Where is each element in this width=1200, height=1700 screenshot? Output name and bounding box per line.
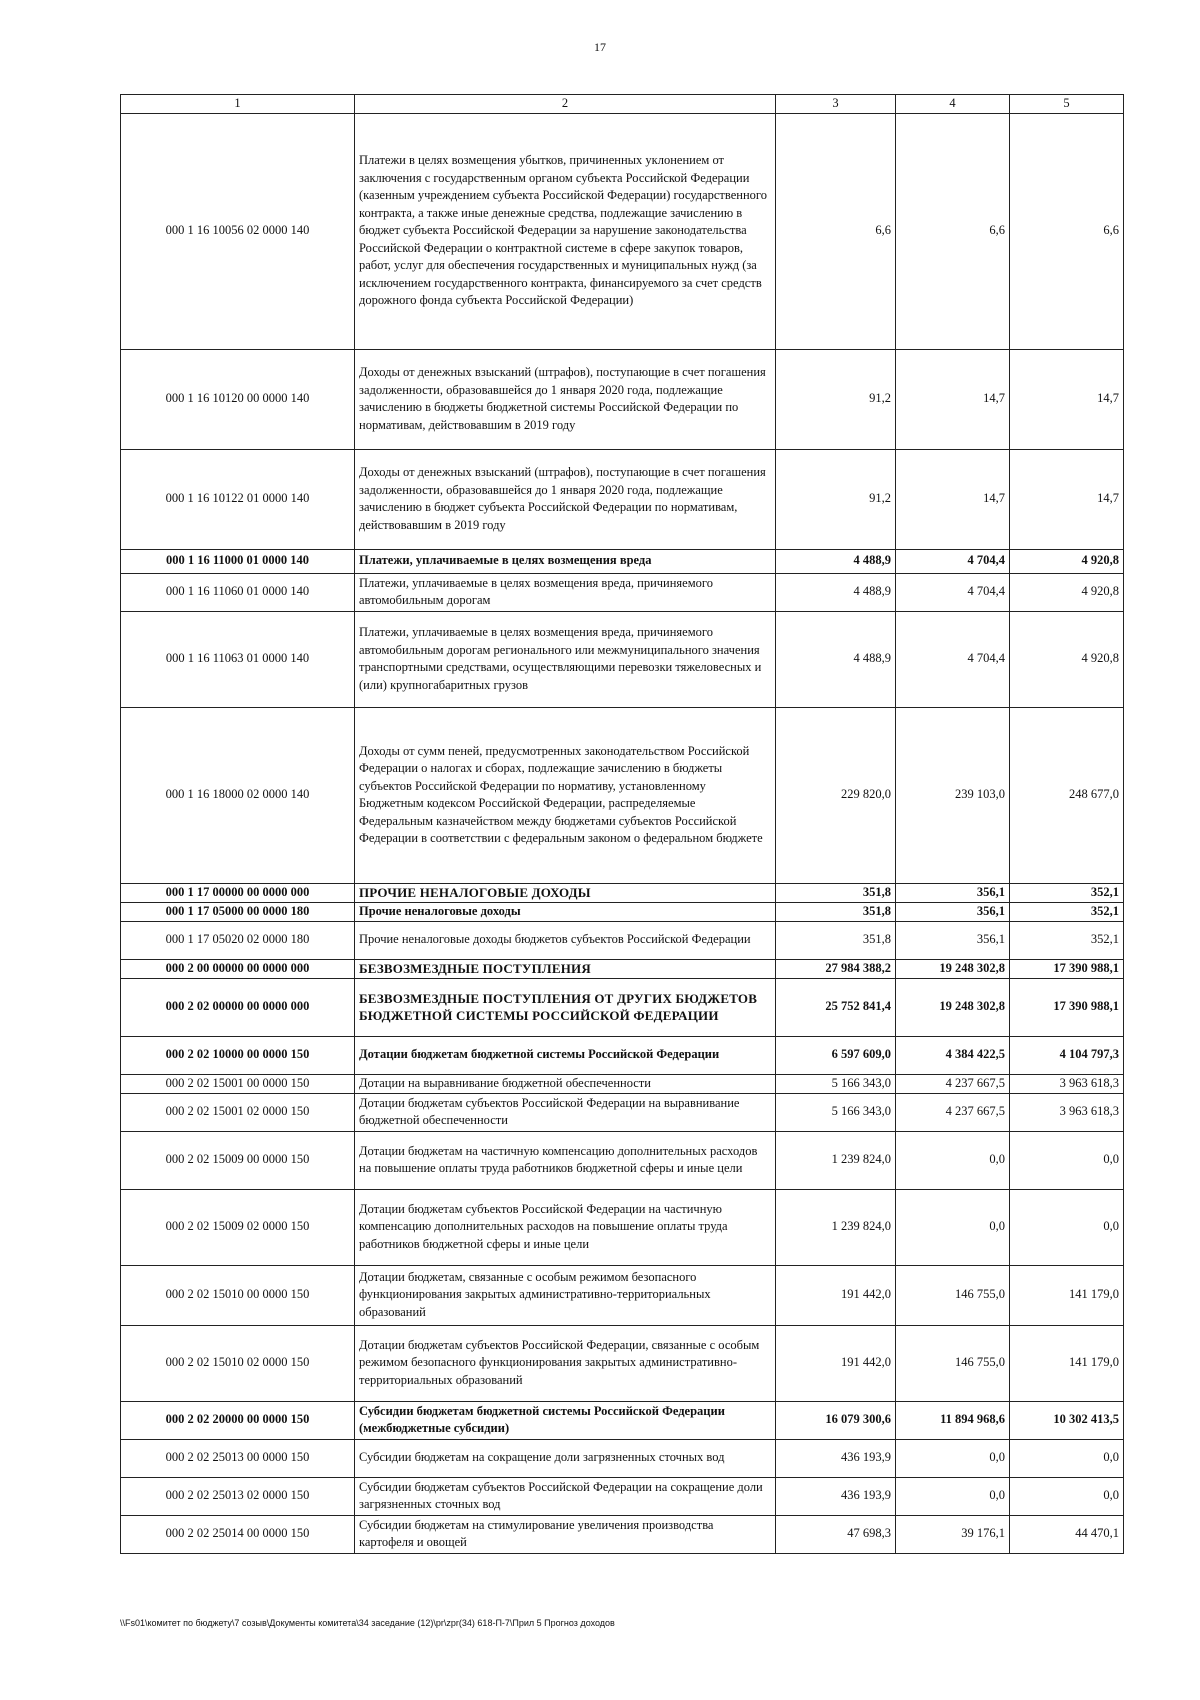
value-2023-cell: 6,6 — [1010, 113, 1124, 349]
table-row — [121, 959, 1124, 978]
value-2022-cell: 19 248 302,8 — [896, 959, 1010, 978]
column-header: 5 — [1010, 95, 1124, 114]
table-row — [121, 1477, 1124, 1515]
value-2021-cell: 91,2 — [776, 449, 896, 549]
revenue-name-cell: Дотации бюджетам субъектов Российской Федерации, связанные с особым режимом безопасного функционирования закрытых административно-территориальных образований — [355, 1325, 776, 1401]
budget-code-cell: 000 2 02 25013 02 0000 150 — [121, 1477, 355, 1515]
value-2022-cell: 4 237 667,5 — [896, 1093, 1010, 1131]
value-2021-cell: 16 079 300,6 — [776, 1401, 896, 1439]
value-2023-cell: 0,0 — [1010, 1131, 1124, 1189]
value-2022-cell: 39 176,1 — [896, 1515, 1010, 1553]
revenue-name-cell: Дотации бюджетам, связанные с особым режимом безопасного функционирования закрытых административно-территориальных образований — [355, 1265, 776, 1325]
value-2021-cell: 6,6 — [776, 113, 896, 349]
revenue-name-cell: Платежи, уплачиваемые в целях возмещения вреда, причиняемого автомобильным дорогам — [355, 573, 776, 611]
value-2023-cell: 3 963 618,3 — [1010, 1074, 1124, 1093]
table-row — [121, 902, 1124, 921]
budget-code-cell: 000 2 02 25014 00 0000 150 — [121, 1515, 355, 1553]
column-number-header-row — [121, 95, 1124, 114]
table-row — [121, 1093, 1124, 1131]
value-2023-cell: 141 179,0 — [1010, 1265, 1124, 1325]
budget-code-cell: 000 1 16 10056 02 0000 140 — [121, 113, 355, 349]
value-2023-cell: 14,7 — [1010, 449, 1124, 549]
budget-code-cell: 000 1 17 05000 00 0000 180 — [121, 902, 355, 921]
value-2022-cell: 0,0 — [896, 1189, 1010, 1265]
table-row — [121, 1074, 1124, 1093]
table-row — [121, 1515, 1124, 1553]
value-2022-cell: 4 704,4 — [896, 573, 1010, 611]
table-row — [121, 1325, 1124, 1401]
revenue-name-cell: Прочие неналоговые доходы бюджетов субъектов Российской Федерации — [355, 921, 776, 959]
revenue-name-cell: Доходы от денежных взысканий (штрафов), поступающие в счет погашения задолженности, образовавшейся до 1 января 2020 года, подлежащие зачислению в бюджеты бюджетной системы Российской Федерации по нормативам, действовавшим в 2019 году — [355, 349, 776, 449]
revenue-name-cell: Платежи, уплачиваемые в целях возмещения вреда — [355, 549, 776, 573]
value-2023-cell: 4 920,8 — [1010, 573, 1124, 611]
value-2021-cell: 4 488,9 — [776, 611, 896, 707]
value-2023-cell: 14,7 — [1010, 349, 1124, 449]
budget-code-cell: 000 2 02 15009 02 0000 150 — [121, 1189, 355, 1265]
value-2021-cell: 27 984 388,2 — [776, 959, 896, 978]
value-2022-cell: 239 103,0 — [896, 707, 1010, 883]
value-2021-cell: 351,8 — [776, 883, 896, 902]
value-2023-cell: 3 963 618,3 — [1010, 1093, 1124, 1131]
table-row — [121, 1131, 1124, 1189]
table-row — [121, 349, 1124, 449]
table-row — [121, 113, 1124, 349]
table-row — [121, 1401, 1124, 1439]
value-2023-cell: 141 179,0 — [1010, 1325, 1124, 1401]
value-2021-cell: 6 597 609,0 — [776, 1036, 896, 1074]
value-2021-cell: 1 239 824,0 — [776, 1131, 896, 1189]
value-2022-cell: 356,1 — [896, 921, 1010, 959]
revenue-name-cell: ПРОЧИЕ НЕНАЛОГОВЫЕ ДОХОДЫ — [355, 883, 776, 902]
table-row — [121, 1036, 1124, 1074]
budget-code-cell: 000 2 02 25013 00 0000 150 — [121, 1439, 355, 1477]
revenue-name-cell: Прочие неналоговые доходы — [355, 902, 776, 921]
value-2021-cell: 25 752 841,4 — [776, 978, 896, 1036]
budget-code-cell: 000 1 16 10122 01 0000 140 — [121, 449, 355, 549]
value-2023-cell: 0,0 — [1010, 1477, 1124, 1515]
budget-code-cell: 000 1 17 00000 00 0000 000 — [121, 883, 355, 902]
value-2022-cell: 356,1 — [896, 883, 1010, 902]
value-2022-cell: 0,0 — [896, 1439, 1010, 1477]
budget-code-cell: 000 1 16 18000 02 0000 140 — [121, 707, 355, 883]
value-2021-cell: 436 193,9 — [776, 1439, 896, 1477]
revenue-name-cell: БЕЗВОЗМЕЗДНЫЕ ПОСТУПЛЕНИЯ ОТ ДРУГИХ БЮДЖЕТОВ БЮДЖЕТНОЙ СИСТЕМЫ РОССИЙСКОЙ ФЕДЕРАЦИИ — [355, 978, 776, 1036]
table-row — [121, 883, 1124, 902]
value-2023-cell: 4 920,8 — [1010, 549, 1124, 573]
value-2021-cell: 436 193,9 — [776, 1477, 896, 1515]
value-2021-cell: 5 166 343,0 — [776, 1093, 896, 1131]
value-2021-cell: 4 488,9 — [776, 549, 896, 573]
value-2022-cell: 0,0 — [896, 1477, 1010, 1515]
revenue-name-cell: Дотации бюджетам субъектов Российской Федерации на выравнивание бюджетной обеспеченности — [355, 1093, 776, 1131]
budget-code-cell: 000 1 16 11000 01 0000 140 — [121, 549, 355, 573]
value-2022-cell: 14,7 — [896, 449, 1010, 549]
value-2021-cell: 4 488,9 — [776, 573, 896, 611]
revenue-name-cell: БЕЗВОЗМЕЗДНЫЕ ПОСТУПЛЕНИЯ — [355, 959, 776, 978]
revenue-name-cell: Субсидии бюджетам бюджетной системы Российской Федерации (межбюджетные субсидии) — [355, 1401, 776, 1439]
budget-code-cell: 000 2 02 15001 00 0000 150 — [121, 1074, 355, 1093]
column-header: 1 — [121, 95, 355, 114]
table-row — [121, 573, 1124, 611]
value-2023-cell: 352,1 — [1010, 921, 1124, 959]
value-2023-cell: 352,1 — [1010, 902, 1124, 921]
budget-code-cell: 000 1 16 11063 01 0000 140 — [121, 611, 355, 707]
table-row — [121, 549, 1124, 573]
value-2021-cell: 1 239 824,0 — [776, 1189, 896, 1265]
budget-code-cell: 000 2 02 15010 02 0000 150 — [121, 1325, 355, 1401]
budget-code-cell: 000 1 17 05020 02 0000 180 — [121, 921, 355, 959]
revenue-name-cell: Субсидии бюджетам на стимулирование увеличения производства картофеля и овощей — [355, 1515, 776, 1553]
revenue-name-cell: Доходы от денежных взысканий (штрафов), поступающие в счет погашения задолженности, образовавшейся до 1 января 2020 года, подлежащие зачислению в бюджет субъекта Российской Федерации по нормативам, действовавшим в 2019 году — [355, 449, 776, 549]
value-2022-cell: 4 384 422,5 — [896, 1036, 1010, 1074]
value-2023-cell: 352,1 — [1010, 883, 1124, 902]
value-2023-cell: 0,0 — [1010, 1439, 1124, 1477]
table-body — [121, 113, 1124, 1553]
budget-code-cell: 000 2 02 10000 00 0000 150 — [121, 1036, 355, 1074]
value-2023-cell: 0,0 — [1010, 1189, 1124, 1265]
revenue-name-cell: Платежи, уплачиваемые в целях возмещения вреда, причиняемого автомобильным дорогам регионального или межмуниципального значения транспортными средствами, осуществляющими перевозки тяжеловесных и (или) крупногабаритных грузов — [355, 611, 776, 707]
budget-code-cell: 000 2 00 00000 00 0000 000 — [121, 959, 355, 978]
revenue-name-cell: Платежи в целях возмещения убытков, причиненных уклонением от заключения с государственным органом субъекта Российской Федерации (казенным учреждением субъекта Российской Федерации) государственного контракта, а также иные денежные средства, подлежащие зачислению в бюджет субъекта Российской Федерации за нарушение законодательства Российской Федерации о контрактной системе в сфере закупок товаров, работ, услуг для обеспечения государственных и муниципальных нужд (за исключением государственного контракта, финансируемого за счет средств дорожного фонда субъекта Российской Федерации) — [355, 113, 776, 349]
budget-code-cell: 000 2 02 15010 00 0000 150 — [121, 1265, 355, 1325]
revenue-name-cell: Дотации бюджетам бюджетной системы Российской Федерации — [355, 1036, 776, 1074]
budget-code-cell: 000 2 02 00000 00 0000 000 — [121, 978, 355, 1036]
revenue-forecast-table — [120, 94, 1124, 1554]
value-2022-cell: 14,7 — [896, 349, 1010, 449]
table-row — [121, 978, 1124, 1036]
value-2022-cell: 146 755,0 — [896, 1265, 1010, 1325]
table-row — [121, 611, 1124, 707]
value-2021-cell: 191 442,0 — [776, 1265, 896, 1325]
table-row — [121, 1265, 1124, 1325]
value-2023-cell: 44 470,1 — [1010, 1515, 1124, 1553]
value-2022-cell: 4 704,4 — [896, 611, 1010, 707]
value-2023-cell: 248 677,0 — [1010, 707, 1124, 883]
value-2021-cell: 5 166 343,0 — [776, 1074, 896, 1093]
table-row — [121, 707, 1124, 883]
revenue-name-cell: Дотации бюджетам на частичную компенсацию дополнительных расходов на повышение оплаты труда работников бюджетной сферы и иные цели — [355, 1131, 776, 1189]
value-2022-cell: 11 894 968,6 — [896, 1401, 1010, 1439]
value-2021-cell: 351,8 — [776, 921, 896, 959]
value-2023-cell: 4 920,8 — [1010, 611, 1124, 707]
column-header: 2 — [355, 95, 776, 114]
value-2022-cell: 6,6 — [896, 113, 1010, 349]
revenue-name-cell: Субсидии бюджетам на сокращение доли загрязненных сточных вод — [355, 1439, 776, 1477]
file-path-footer: \\Fs01\комитет по бюджету\7 созыв\Документы комитета\34 заседание (12)\pr\zpr(34) 618-П-7\Прил 5 Прогноз доходов — [120, 1618, 615, 1628]
value-2021-cell: 229 820,0 — [776, 707, 896, 883]
revenue-name-cell: Доходы от сумм пеней, предусмотренных законодательством Российской Федерации о налогах и сборах, подлежащие зачислению в бюджеты субъектов Российской Федерации по нормативу, установленному Бюджетным кодексом Российской Федерации, распределяемые Федеральным казначейством между бюджетами субъектов Российской Федерации в соответствии с федеральным законом о федеральном бюджете — [355, 707, 776, 883]
budget-code-cell: 000 2 02 15001 02 0000 150 — [121, 1093, 355, 1131]
page-number: 17 — [594, 40, 606, 54]
value-2023-cell: 17 390 988,1 — [1010, 959, 1124, 978]
revenue-name-cell: Субсидии бюджетам субъектов Российской Федерации на сокращение доли загрязненных сточных вод — [355, 1477, 776, 1515]
value-2022-cell: 356,1 — [896, 902, 1010, 921]
value-2023-cell: 17 390 988,1 — [1010, 978, 1124, 1036]
budget-code-cell: 000 1 16 10120 00 0000 140 — [121, 349, 355, 449]
table-row — [121, 1439, 1124, 1477]
value-2022-cell: 4 704,4 — [896, 549, 1010, 573]
value-2021-cell: 91,2 — [776, 349, 896, 449]
value-2022-cell: 19 248 302,8 — [896, 978, 1010, 1036]
value-2022-cell: 146 755,0 — [896, 1325, 1010, 1401]
value-2021-cell: 191 442,0 — [776, 1325, 896, 1401]
budget-code-cell: 000 2 02 15009 00 0000 150 — [121, 1131, 355, 1189]
budget-code-cell: 000 1 16 11060 01 0000 140 — [121, 573, 355, 611]
revenue-name-cell: Дотации бюджетам субъектов Российской Федерации на частичную компенсацию дополнительных расходов на повышение оплаты труда работников бюджетной сферы и иные цели — [355, 1189, 776, 1265]
column-header: 4 — [896, 95, 1010, 114]
table-row — [121, 921, 1124, 959]
value-2023-cell: 4 104 797,3 — [1010, 1036, 1124, 1074]
column-header: 3 — [776, 95, 896, 114]
budget-code-cell: 000 2 02 20000 00 0000 150 — [121, 1401, 355, 1439]
revenue-name-cell: Дотации на выравнивание бюджетной обеспеченности — [355, 1074, 776, 1093]
value-2022-cell: 0,0 — [896, 1131, 1010, 1189]
value-2022-cell: 4 237 667,5 — [896, 1074, 1010, 1093]
value-2021-cell: 47 698,3 — [776, 1515, 896, 1553]
value-2023-cell: 10 302 413,5 — [1010, 1401, 1124, 1439]
table-row — [121, 449, 1124, 549]
value-2021-cell: 351,8 — [776, 902, 896, 921]
table-row — [121, 1189, 1124, 1265]
